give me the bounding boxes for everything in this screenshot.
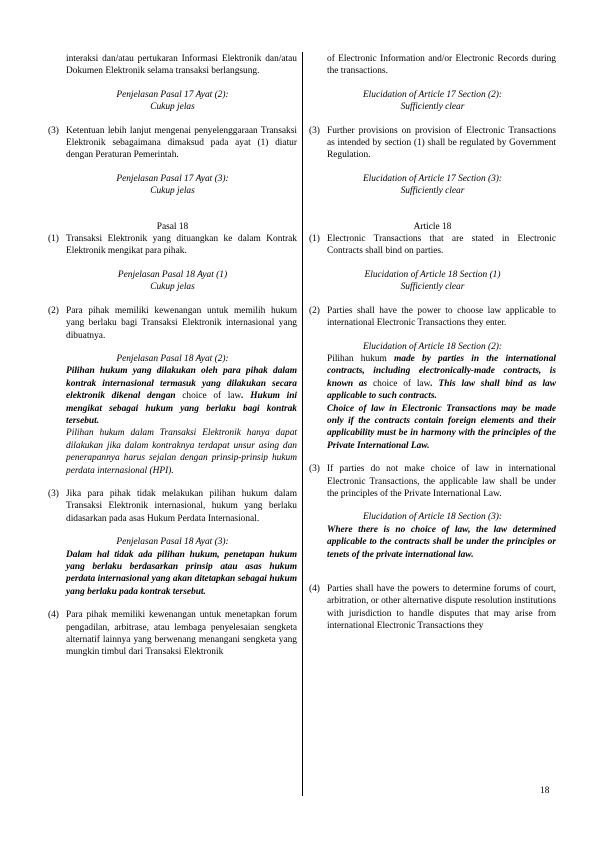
item-text: Para pihak memiliki kewenangan untuk memilih hukum yang berlaku bagi Transaksi Elektronik internasional yang dibuatnya. xyxy=(66,305,297,341)
elucidation-body: Sufficiently clear xyxy=(400,102,465,113)
item-number: (1) xyxy=(48,234,59,245)
page-number: 18 xyxy=(540,786,550,796)
article-heading: Pasal 18 xyxy=(156,221,189,232)
elucidation-text: Where there is no choice of law, the law determined applicable to the contracts shall be under the principles or tenets of the private international law. xyxy=(327,524,556,560)
list-item xyxy=(309,233,556,258)
elucidation-heading: Penjelasan Pasal 17 Ayat (3): xyxy=(116,173,229,184)
article-heading: Article 18 xyxy=(413,221,452,232)
list-item xyxy=(48,233,297,258)
elucidation-heading: Penjelasan Pasal 18 Ayat (2): xyxy=(116,353,229,364)
item-number: (3) xyxy=(48,125,59,136)
list-item xyxy=(309,125,556,162)
list-item xyxy=(309,305,556,330)
item-text: Ketentuan lebih lanjut mengenai penyelenggaraan Transaksi Elektronik sebagaimana dimaksud pada ayat (1) diatur dengan Peraturan Pemerintah. xyxy=(66,125,297,161)
item-number: (2) xyxy=(48,305,59,316)
item-text: Transaksi Elektronik yang dituangkan ke dalam Kontrak Elektronik mengikat para pihak. xyxy=(66,234,297,257)
elucidation-body: Cukup jelas xyxy=(150,282,195,293)
item-number: (1) xyxy=(309,234,320,245)
item-text: Electronic Transactions that are stated in Electronic Contracts shall bind on parties. xyxy=(327,234,556,257)
indonesian-column xyxy=(48,53,297,659)
item-text: If parties do not make choice of law in international Electronic Transactions, the applicable law shall be under the principles of the Private International Law. xyxy=(327,464,556,499)
item-text: Further provisions on provision of Electronic Transactions as intended by section (1) shall be regulated by Government Regulation. xyxy=(327,125,556,161)
continued-paragraph: interaksi dan/atau pertukaran Informasi Elektronik dan/atau Dokumen Elektronik selama transaksi berlangsung. xyxy=(66,54,297,77)
elucidation-text: Pilihan hukum yang dilakukan oleh para pihak dalam kontrak internasional termasuk yang dilakukan secara elektronik dikenal dengan choice of law. Hukum ini mengikat sebagai hukum yang berlaku bagi kontrak tersebut. xyxy=(66,366,298,426)
elucidation-text: Dalam hal tidak ada pilihan hukum, penetapan hukum yang berlaku berdasarkan prinsip atau asas hukum perdata internasional yang akan ditetapkan sebagai hukum yang berlaku pada kontrak tersebut. xyxy=(66,549,297,597)
item-number: (3) xyxy=(48,488,59,499)
list-item xyxy=(48,125,297,162)
item-text: Jika para pihak tidak melakukan pilihan hukum dalam Transaksi Elektronik internasional, hukum yang berlaku didasarkan pada asas Hukum Perdata Internasional. xyxy=(66,488,297,524)
item-text: Parties shall have the power to choose law applicable to international Electronic Transactions they enter. xyxy=(327,305,556,329)
english-column xyxy=(309,53,556,633)
elucidation-text: Pilihan hukum made by parties in the international contracts, including electronically-made contracts, is known as choice of law. This law shall bind as law applicable to such contracts. xyxy=(327,353,556,402)
continued-paragraph: of Electronic Information and/or Electronic Records during the transactions. xyxy=(327,54,556,77)
list-item xyxy=(309,463,556,500)
elucidation-heading: Penjelasan Pasal 18 Ayat (3): xyxy=(116,537,229,548)
list-item xyxy=(48,609,297,659)
elucidation-body: Cukup jelas xyxy=(150,186,195,197)
item-text: Para pihak memiliki kewenangan untuk menetapkan forum pengadilan, arbitrase, atau lembaga penyelesaian sengketa alternatif lainnya yang berwenang menangani sengketa yang mungkin timbul dari Transaksi Elektronik xyxy=(66,610,297,658)
item-number: (3) xyxy=(309,125,320,136)
item-number: (4) xyxy=(309,584,320,594)
elucidation-heading: Elucidation of Article 17 Section (2): xyxy=(362,89,503,100)
elucidation-body: Cukup jelas xyxy=(150,102,195,113)
elucidation-heading: Elucidation of Article 18 Section (2): xyxy=(362,341,503,352)
item-number: (3) xyxy=(309,464,320,475)
elucidation-text: Choice of law in Electronic Transactions may be made only if the contracts contain foreign elements and their applicability must be in harmony with the principles of the Private International Law. xyxy=(327,403,556,451)
elucidation-heading: Elucidation of Article 18 Section (3): xyxy=(362,512,503,523)
item-text: Parties shall have the powers to determine forums of court, arbitration, or other alternative dispute resolution institutions with jurisdiction to handle disputes that may arise from international Electronic Transactions they xyxy=(327,584,556,632)
item-number: (4) xyxy=(48,610,59,621)
elucidation-heading: Elucidation of Article 18 Section (1) xyxy=(364,269,501,280)
list-item xyxy=(48,305,297,342)
elucidation-body: Sufficiently clear xyxy=(400,282,465,293)
elucidation-heading: Elucidation of Article 17 Section (3): xyxy=(362,173,503,184)
elucidation-heading: Penjelasan Pasal 17 Ayat (2): xyxy=(116,89,229,100)
list-item xyxy=(48,488,297,525)
elucidation-text: Pilihan hukum dalam Transaksi Elektronik hanya dapat dilakukan jika dalam kontraknya terdapat unsur asing dan penerapannya harus sejalan dengan prinsip-prinsip hukum perdata internasional (HPI). xyxy=(66,428,297,476)
elucidation-heading: Penjelasan Pasal 18 Ayat (1) xyxy=(117,269,228,280)
item-number: (2) xyxy=(309,305,320,316)
column-divider xyxy=(302,52,303,796)
elucidation-body: Sufficiently clear xyxy=(400,186,465,197)
list-item xyxy=(309,583,556,633)
